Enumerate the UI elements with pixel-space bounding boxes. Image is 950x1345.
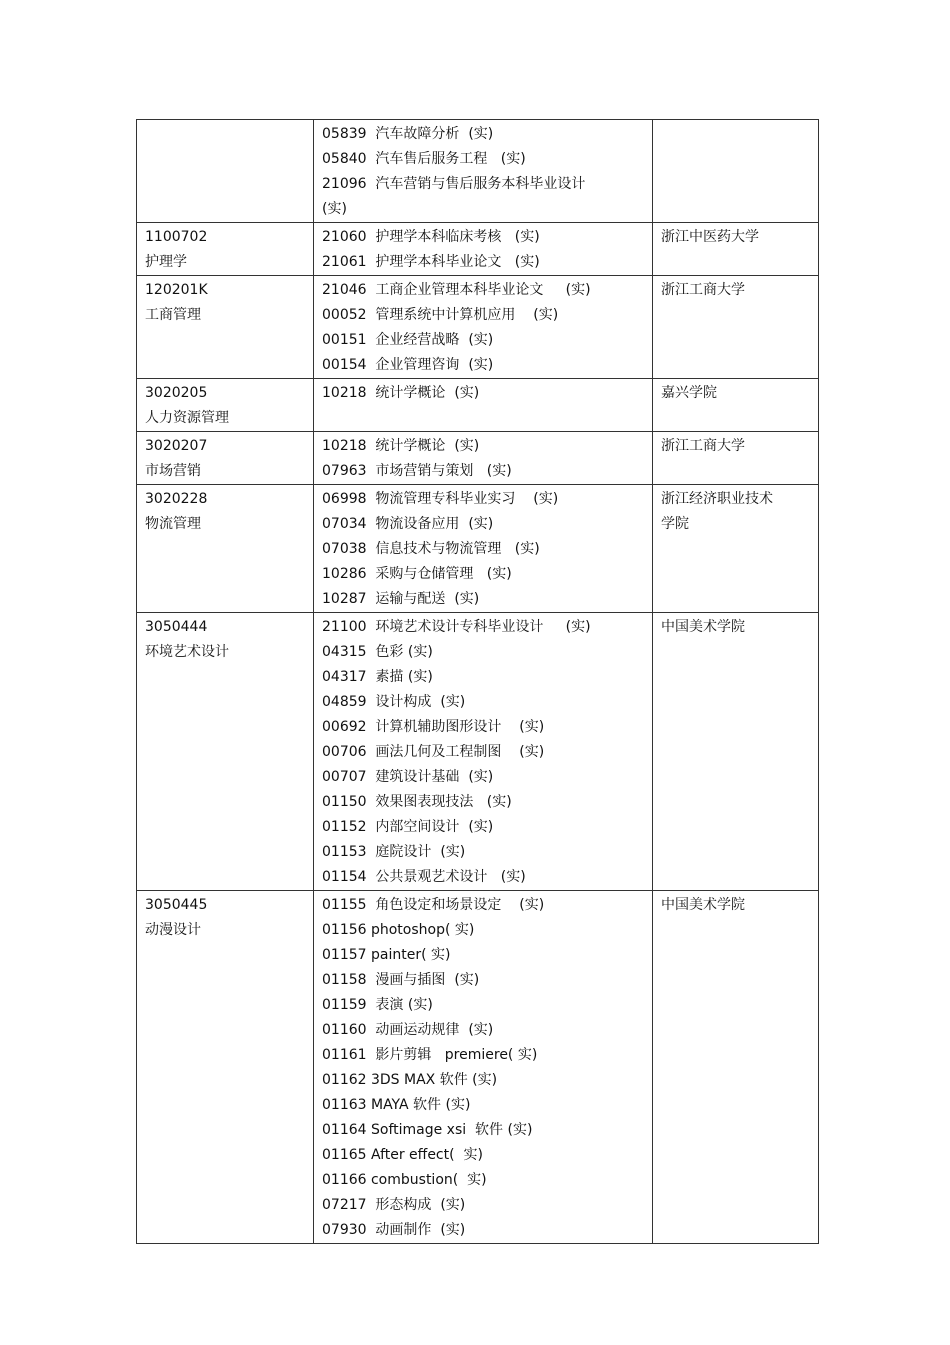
course-item: 01152 内部空间设计 (实) (322, 819, 494, 835)
major-cell (137, 613, 314, 891)
course-item: 01158 漫画与插图 (实) (322, 972, 480, 988)
table-row (137, 120, 819, 223)
institution-name (661, 303, 810, 328)
institution-cell (653, 379, 819, 432)
course-item: 05840 汽车售后服务工程 (实) (322, 151, 526, 167)
course-item: 01164 Softimage xsi 软件 (实) (322, 1122, 533, 1138)
table-row (137, 223, 819, 276)
course-item: 04315 色彩 (实) (322, 644, 433, 660)
course-item: 07038 信息技术与物流管理 (实) (322, 541, 540, 557)
course-item: 04317 素描 (实) (322, 669, 433, 685)
table-row (137, 891, 819, 1244)
major-code: 3020228 (145, 491, 208, 507)
institution-cell (653, 891, 819, 1244)
major-code: 3050445 (145, 897, 208, 913)
course-item: 07034 物流设备应用 (实) (322, 516, 494, 532)
major-cell (137, 891, 314, 1244)
course-item: 01166 combustion( 实) (322, 1172, 487, 1188)
course-item: 07963 市场营销与策划 (实) (322, 463, 512, 479)
major-code: 1100702 (145, 229, 208, 245)
major-code: 120201K (145, 282, 208, 298)
course-item: 01157 painter( 实) (322, 947, 451, 963)
institution-name (661, 122, 810, 147)
course-item: 21060 护理学本科临床考核 (实) (322, 229, 540, 245)
course-item: 10287 运输与配送 (实) (322, 591, 480, 607)
course-item: 01162 3DS MAX 软件 (实) (322, 1072, 498, 1088)
course-table (136, 119, 819, 1244)
institution-name (661, 918, 810, 943)
major-name (145, 147, 305, 172)
course-item: 06998 物流管理专科毕业实习 (实) (322, 491, 559, 507)
institution-name (661, 640, 810, 665)
institution-name: 浙江中医药大学 (661, 229, 759, 245)
major-cell (137, 120, 314, 223)
institution-name: 浙江经济职业技术 (661, 491, 773, 507)
course-item: 10286 采购与仓储管理 (实) (322, 566, 512, 582)
institution-name: 中国美术学院 (661, 897, 745, 913)
courses-cell (314, 223, 653, 276)
institution-cell (653, 223, 819, 276)
major-cell (137, 276, 314, 379)
course-item: 01163 MAYA 软件 (实) (322, 1097, 471, 1113)
course-item: 07930 动画制作 (实) (322, 1222, 466, 1238)
courses-cell (314, 379, 653, 432)
course-item: 10218 统计学概论 (实) (322, 438, 480, 454)
institution-name: 浙江工商大学 (661, 438, 745, 454)
course-item: 01160 动画运动规律 (实) (322, 1022, 494, 1038)
course-item: 01161 影片剪辑 premiere( 实) (322, 1047, 538, 1063)
major-cell (137, 379, 314, 432)
major-code: 3050444 (145, 619, 208, 635)
table-row (137, 276, 819, 379)
courses-cell (314, 613, 653, 891)
institution-cell (653, 613, 819, 891)
course-item: 10218 统计学概论 (实) (322, 385, 480, 401)
major-cell (137, 223, 314, 276)
course-table-body (137, 120, 819, 1244)
course-item: 21061 护理学本科毕业论文 (实) (322, 254, 540, 270)
course-item: 00706 画法几何及工程制图 (实) (322, 744, 545, 760)
course-item: 01159 表演 (实) (322, 997, 433, 1013)
institution-name (661, 250, 810, 275)
courses-cell (314, 120, 653, 223)
course-item: 21046 工商企业管理本科毕业论文 (实) (322, 282, 591, 298)
institution-cell (653, 276, 819, 379)
institution-name: 嘉兴学院 (661, 385, 717, 401)
courses-cell (314, 485, 653, 613)
courses-cell (314, 891, 653, 1244)
course-item: 01156 photoshop( 实) (322, 922, 475, 938)
course-item: 01155 角色设定和场景设定 (实) (322, 897, 545, 913)
table-row (137, 613, 819, 891)
institution-cell (653, 485, 819, 613)
major-name: 护理学 (145, 254, 187, 270)
course-item: 00154 企业管理咨询 (实) (322, 357, 494, 373)
institution-name (661, 147, 810, 172)
major-code: 3020207 (145, 438, 208, 454)
course-item: 00052 管理系统中计算机应用 (实) (322, 307, 559, 323)
course-item: 04859 设计构成 (实) (322, 694, 466, 710)
institution-name (661, 459, 810, 484)
major-name: 人力资源管理 (145, 410, 229, 426)
course-item: 01150 效果图表现技法 (实) (322, 794, 512, 810)
major-cell (137, 485, 314, 613)
institution-cell (653, 120, 819, 223)
course-item: 00692 计算机辅助图形设计 (实) (322, 719, 545, 735)
course-item: 01153 庭院设计 (实) (322, 844, 466, 860)
course-item: 21100 环境艺术设计专科毕业设计 (实) (322, 619, 591, 635)
course-item: 01154 公共景观艺术设计 (实) (322, 869, 526, 885)
course-item: 07217 形态构成 (实) (322, 1197, 466, 1213)
courses-cell (314, 432, 653, 485)
institution-name (661, 406, 810, 431)
course-item: 21096 汽车营销与售后服务本科毕业设计 (322, 176, 586, 192)
table-row (137, 379, 819, 432)
major-name: 市场营销 (145, 463, 201, 479)
table-row (137, 485, 819, 613)
institution-name: 学院 (661, 516, 689, 532)
major-name: 动漫设计 (145, 922, 201, 938)
major-code: 3020205 (145, 385, 208, 401)
course-item: 01165 After effect( 实) (322, 1147, 483, 1163)
course-item: 05839 汽车故障分析 (实) (322, 126, 494, 142)
major-name: 环境艺术设计 (145, 644, 229, 660)
institution-cell (653, 432, 819, 485)
course-item: 00151 企业经营战略 (实) (322, 332, 494, 348)
table-row (137, 432, 819, 485)
courses-cell (314, 276, 653, 379)
major-cell (137, 432, 314, 485)
major-code (145, 122, 305, 147)
major-name: 工商管理 (145, 307, 201, 323)
course-item: (实) (322, 201, 347, 217)
major-name: 物流管理 (145, 516, 201, 532)
course-item: 00707 建筑设计基础 (实) (322, 769, 494, 785)
institution-name: 浙江工商大学 (661, 282, 745, 298)
institution-name: 中国美术学院 (661, 619, 745, 635)
